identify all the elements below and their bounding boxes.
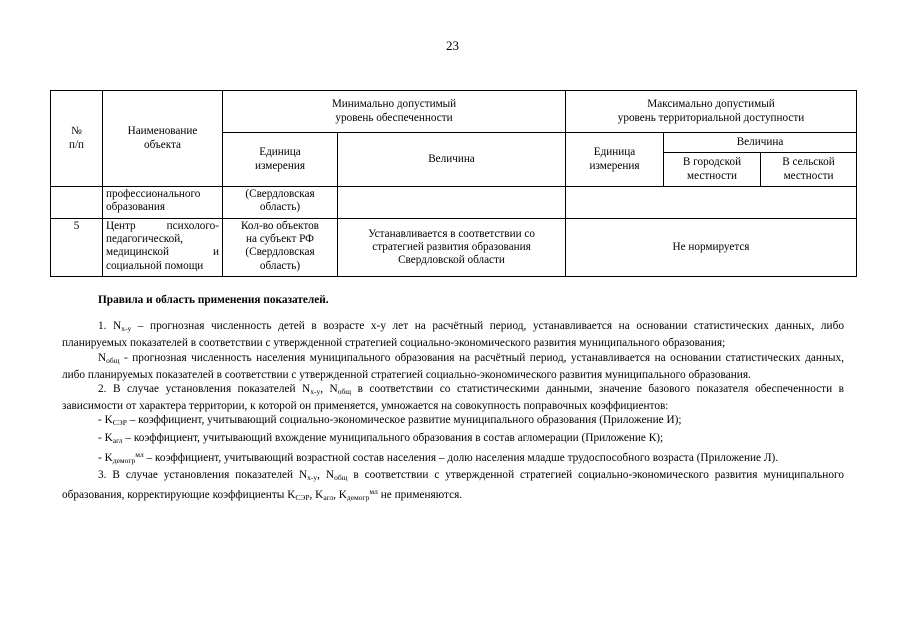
- page-number: 23: [446, 38, 459, 53]
- header-object-name: Наименование объекта: [103, 91, 223, 187]
- rule-paragraph-5: - $K_{агл}$ – коэффициент, учитывающий вхождение муниципального образования в состав агломерации (Приложение К);: [98, 431, 664, 445]
- rule-paragraph-7: 3. В случае установления показателей $N_{x-y}$, $N_{общ}$ в соответствии с утвержденной стратегией социально-экономического развития муниципального образования, корректирующие коэффициенты $K_{СЭР}$, $K_{агл}$, $K_{демогр}^{мл}$ не применяются.: [62, 469, 844, 503]
- rule-paragraph-6: - $K_{демогр}^{мл}$ – коэффициент, учитывающий возрастной состав населения – долю населения младше трудоспособного возраста (Приложение Л).: [98, 449, 779, 465]
- cell-unit: (Свердловская область): [223, 187, 338, 219]
- header-urban: В городской местности: [664, 153, 761, 187]
- header-max-group: Максимально допустимый уровень территориальной доступности: [566, 91, 857, 133]
- header-rural: В сельской местности: [761, 153, 857, 187]
- header-min-group: Минимально допустимый уровень обеспеченности: [223, 91, 566, 133]
- cell-num: [51, 187, 103, 219]
- name-line: Центр психолого-: [106, 220, 219, 232]
- header-value: Величина: [338, 133, 566, 187]
- cell-max: [566, 187, 857, 219]
- name-line: педагогической,: [106, 233, 184, 246]
- cell-value: Устанавливается в соответствии со стратегией развития образования Свердловской области: [338, 219, 566, 277]
- cell-object-name: профессионального образования: [103, 187, 223, 219]
- header-value-max: Величина: [664, 133, 857, 153]
- name-line: медицинской и: [106, 246, 219, 259]
- table-row: [51, 187, 857, 219]
- header-unit-max: Единица измерения: [566, 133, 664, 187]
- norms-table: [50, 90, 857, 277]
- rule-paragraph-2: $N_{общ}$ - прогнозная численность населения муниципального образования на расчётный период, устанавливается на основании статистических данных, либо планируемых показателей в соответствии с утвержденной стратегией социально-экономического развития муниципального образования.: [62, 351, 844, 381]
- cell-value: [338, 187, 566, 219]
- header-num: № п/п: [51, 91, 103, 187]
- header-unit-min: Единица измерения: [223, 133, 338, 187]
- table-row: [51, 219, 857, 277]
- cell-object-name: [103, 219, 223, 277]
- cell-max: Не нормируется: [566, 219, 857, 277]
- name-line: социальной помощи: [106, 259, 204, 272]
- cell-num: 5: [51, 219, 103, 277]
- rule-paragraph-1: 1. $N_{x-y}$ – прогнозная численность детей в возрасте x-y лет на расчётный период, устанавливается на основании статистических данных, либо планируемых показателей в соответствии с утвержденной стратегией социально-экономического развития муниципального образования;: [62, 320, 844, 350]
- rule-paragraph-4: - $K_{СЭР}$ – коэффициент, учитывающий социально-экономическое развитие муниципального образования (Приложение И);: [98, 414, 682, 428]
- cell-unit: Кол-во объектов на субъект РФ (Свердловская область): [223, 219, 338, 277]
- rules-title: Правила и область применения показателей.: [98, 294, 329, 306]
- rules-section: [62, 293, 844, 505]
- rule-paragraph-3: 2. В случае установления показателей $N_{x-y}$, $N_{общ}$ в соответствии со статистическими данными, значение базового показателя обеспеченности в зависимости от характера территории, к которой он применяется, умножается на совокупность поправочных коэффициентов:: [62, 383, 844, 413]
